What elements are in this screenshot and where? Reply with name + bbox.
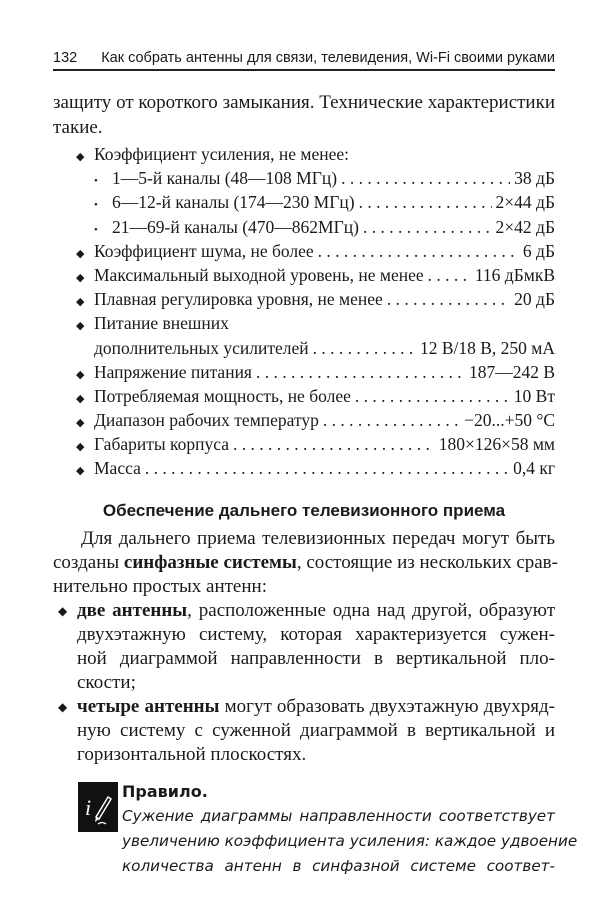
spec-value: 6 дБ [522,240,555,261]
bullet-icon: ◆ [76,296,85,309]
spec-label: Питание внешних [94,313,229,334]
text-line: защиту от короткого замыкания. Технические характеристики [53,92,555,113]
svg-text:i: i [85,795,92,820]
spec-value: 116 дБмкВ [474,264,555,285]
bullet-icon: ◆ [58,700,68,714]
text-line: ной диаграммой направленности в вертикальной пло- [77,648,555,669]
text-line: нительно простых антенн: [53,576,267,597]
text-line: такие. [53,117,103,138]
spec-value: 187—242 В [468,361,555,382]
text: могут образовать двухэтажную двухряд- [219,696,555,717]
spec-label: Габариты корпуса [94,434,229,455]
spec-value: 2×44 дБ [495,192,555,213]
rule-line: количества антенн в синфазной системе соответ- [122,857,555,875]
bold-term: синфазные системы [123,552,297,573]
text: , расположенные одна над другой, образуют [187,600,556,621]
spec-label: Плавная регулировка уровня, не менее [94,289,383,310]
spec-label: 21—69-й каналы (470—862МГц) [112,216,359,237]
text: созданы [53,552,124,573]
bullet-icon: ◆ [76,320,85,333]
bullet-icon: ◆ [76,392,85,405]
text-line: горизонтальной плоскостях. [77,744,307,765]
running-header [53,42,555,71]
bullet-icon: • [94,223,98,236]
running-title: Как собрать антенны для связи, телевидения, Wi-Fi своими руками [101,50,555,66]
spec-value: 10 Вт [513,385,555,406]
pencil-note-icon [78,782,118,832]
section-heading: Обеспечение дальнего телевизионного приема [102,501,506,520]
spec-list [76,142,555,481]
bullet-item [53,695,555,719]
spec-value: 0,4 кг [513,458,555,479]
spec-label: Максимальный выходной уровень, не менее [94,264,424,285]
spec-label: дополнительных усилителей [94,337,309,358]
rule-text [122,780,578,879]
spec-label: 6—12-й каналы (174—230 МГц) [112,192,355,213]
rule-line: увеличению коэффициента усиления: каждое удвоение [122,832,578,850]
bullet-item [53,599,555,623]
spec-value: 20 дБ [514,289,555,310]
spec-value: 2×42 дБ [495,216,555,237]
rule-line: Сужение диаграммы направленности соответствует [122,807,555,825]
text-line [53,551,558,575]
bullet-icon: ◆ [76,271,85,284]
spec-label: Напряжение питания [94,361,252,382]
rule-title: Правило. [122,782,208,801]
intro-paragraph [53,90,555,140]
bullet-icon: ◆ [76,441,85,454]
bullet-icon: ◆ [76,417,85,430]
spec-label: Коэффициент усиления, не менее: [94,144,350,164]
text-line: двухэтажную систему, которая характеризуется сужен- [77,624,555,645]
rule-callout [78,782,118,832]
spec-label: Коэффициент шума, не более [94,240,314,261]
bullet-icon: • [94,175,98,188]
bullet-icon: ◆ [76,465,85,478]
body-paragraph [53,527,558,767]
bold-term: две антенны [77,600,188,621]
text-line: ную систему с суженной диаграммой в вертикальной и [77,720,555,741]
spec-label: Диапазон рабочих температур [94,410,319,431]
bullet-icon: ◆ [76,247,85,260]
text-line: скости; [77,672,136,693]
bullet-icon: • [94,199,98,212]
spec-value: −20...+50 °C [464,410,555,431]
bullet-icon: ◆ [76,368,85,381]
bold-term: четыре антенны [77,696,220,717]
text: , состоящие из нескольких срав- [296,552,558,573]
text-line: Для дальнего приема телевизионных передач могут быть [81,528,555,549]
spec-label: Потребляемая мощность, не более [94,385,351,406]
bullet-icon: ◆ [76,151,85,163]
page-number: 132 [53,50,78,66]
spec-value: 38 дБ [514,168,555,189]
spec-label: Масса [94,458,141,479]
bullet-icon: ◆ [58,604,68,618]
spec-label: 1—5-й каналы (48—108 МГц) [112,168,338,189]
spec-value: 180×126×58 мм [438,434,555,455]
spec-value: 12 В/18 В, 250 мА [419,337,555,358]
